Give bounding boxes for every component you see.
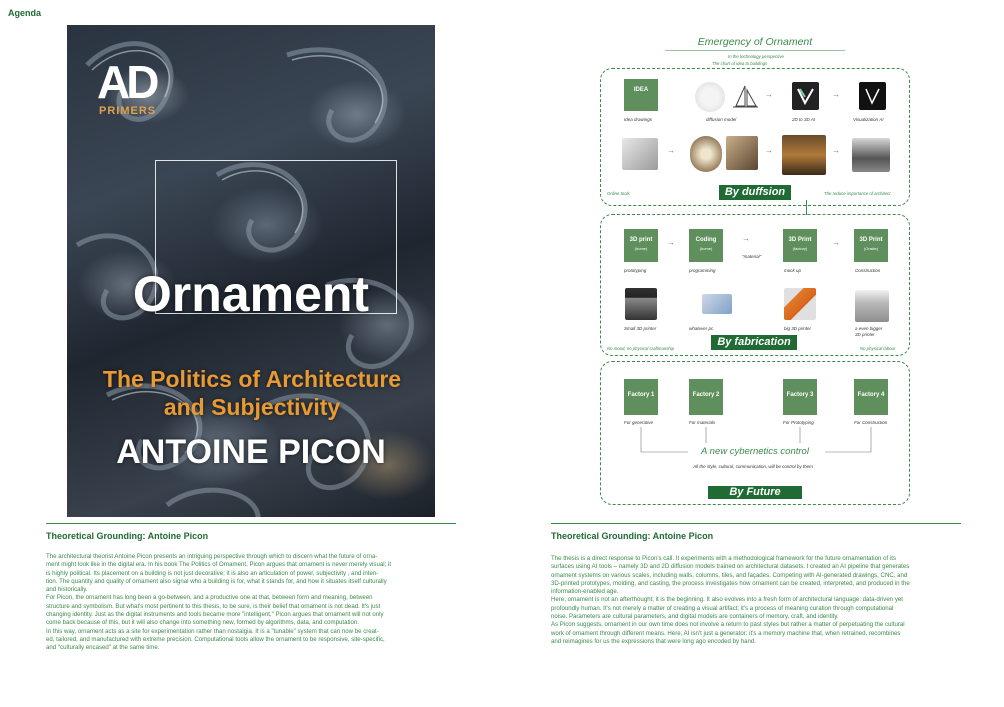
small-3d-printer-image (625, 288, 657, 320)
connector-line (806, 200, 807, 215)
box-title: 3D Print (859, 237, 883, 243)
box-title: 3D Print (788, 237, 812, 243)
paragraph-line: information-enabled age. (551, 588, 619, 596)
paragraph-line: ed, tailored, and manufactured with extreme precision. Computational tools allow the ornament to be responsive, site-specific, (46, 635, 385, 643)
caption-idea: Idea drawings (624, 117, 653, 122)
arrow-icon: → (765, 146, 773, 155)
factory-3-box (783, 379, 817, 415)
agenda-label: Agenda (8, 8, 42, 18)
cover-subtitle-line1: The Politics of Architecture (102, 366, 402, 392)
material-label: "material" (742, 254, 762, 259)
left-section-heading: Theoretical Grounding: Antoine Picon (46, 531, 209, 541)
caption-construction: Construction (855, 268, 881, 273)
paragraph-line: For Picon, the ornament has long been a go-between, and a productive one at that, between form and meaning, between (46, 594, 373, 602)
paragraph-line: and "culturally encased" at the same time. (46, 644, 160, 652)
visualization-logo-icon (859, 82, 886, 110)
paragraph-line: and historically. (46, 586, 88, 594)
box-title: Factory 4 (857, 392, 885, 398)
caption-prototyping-factory: For Prototyping (783, 420, 814, 425)
banner-by-fabrication: By fabrication (711, 335, 797, 350)
paragraph-line: work of ornament through different means. Here, AI isn't just a generator; it's a memory machine that, when retrained, recombines (551, 629, 901, 637)
paragraph-line: profoundly human. It's not merely a matter of creating a visual artifact; it's a process of meaning curation through computational (551, 604, 894, 612)
caption-bigger-printer-line2: 3D printer (855, 332, 875, 337)
caption-generative: For generative (624, 420, 654, 425)
large-3d-printer-image (855, 290, 889, 322)
laptop-image (702, 294, 732, 314)
diagram-subtitle-2: The chart of idea to buildings (712, 61, 768, 66)
caption-prototyping: prototyping (624, 268, 647, 273)
diagram-subtitle-1: In the technology perspective (728, 54, 784, 59)
cover-subtitle (87, 365, 417, 421)
caption-small-printer: Small 3D printer (624, 326, 657, 331)
right-section-heading: Theoretical Grounding: Antoine Picon (551, 531, 714, 541)
pavilion-model-image (622, 138, 658, 170)
caption-pc: whatever pc (689, 326, 714, 331)
paragraph-line: come back because of this, but it will also change into something new, formed by algorithms, data, and computation. (46, 619, 359, 627)
caption-construction-factory: For Construction (854, 420, 888, 425)
paragraph-line: changing identity. Just as the digital instruments and tools became more "intelligent," Picon argues that ornament will not only (46, 611, 384, 619)
diagram-title: Emergency of Ornament (697, 36, 813, 48)
arrow-icon: → (832, 146, 840, 155)
box-sub: (factory) (792, 246, 808, 251)
paragraph-line: 3D-printed prototypes, molding, and casting, the process investigates how ornament can be created, interpreted, and produced in the (551, 579, 910, 587)
cover-subtitle-line2: and Subjectivity (163, 394, 341, 420)
banner-by-future: By Future (708, 486, 802, 499)
paragraph-line: The thesis is a direct response to Picon's call. It experiments with a methodological framework for the future ornamentation of its (551, 555, 896, 562)
arrow-icon: → (832, 238, 840, 247)
ornament-render-image (726, 136, 758, 170)
paragraph-line: and reimagines for us the expressions that were long ago encoded by hand. (551, 637, 756, 645)
temple-visualization-image (852, 138, 890, 172)
arrow-icon: → (765, 90, 773, 99)
arrow-icon: → (667, 146, 675, 155)
cybernetics-control-sub: All the style, cultural, communication, will be control by them (693, 464, 813, 469)
3d-print-factory-box (783, 229, 817, 262)
arrow-icon: → (742, 234, 750, 243)
dome-render-image (690, 136, 722, 172)
paragraph-line: The architectural theorist Antoine Picon presents an intriguing perspective through which to discern what the future of orna- (46, 553, 378, 560)
caption-materials: For materials (689, 420, 716, 425)
left-divider (46, 523, 456, 524)
cover-author: ANTOINE PICON (116, 433, 386, 471)
banner-by-diffusion: By duffsion (719, 185, 791, 200)
caption-visualization: Visualization AI (853, 117, 884, 122)
paragraph-line: ornament systems on various scales, including walls, columns, tiles, and façades. Competing with AI-generated drawings, CNC, and (551, 571, 908, 579)
cover-title: Ornament (132, 266, 370, 322)
paragraph-line: tion. The quantity and quality of ornament also signal who a building is for, what it stands for, and how it situates itself culturally (46, 577, 387, 585)
box-title: Factory 2 (692, 392, 720, 398)
box-title: Factory 1 (627, 392, 655, 398)
left-section-body (46, 553, 466, 653)
paragraph-line: In this way, ornament acts as a site for experimentation rather than nostalgia. It is a "tunable" system that can now be creat- (46, 627, 379, 635)
caption-programming: programming (689, 268, 716, 273)
primers-logo: PRIMERS (99, 105, 157, 117)
diagram-title-rule (665, 50, 845, 51)
box-sub: (home) (699, 246, 713, 251)
sail-logo-icon (730, 84, 760, 110)
coding-home-box (689, 229, 723, 262)
box-sub: (home) (634, 246, 648, 251)
box-title: 3D print (629, 237, 653, 243)
caption-2d-to-3d: 2D to 3D AI (792, 117, 816, 122)
factory-1-box (624, 379, 658, 415)
cybernetics-control-label: A new cybernetics control (701, 446, 809, 457)
idea-box (624, 79, 658, 111)
box-sub: (Onsite) (863, 246, 879, 251)
arrow-icon: → (832, 90, 840, 99)
right-section-body (551, 555, 971, 646)
paragraph-line: Here, ornament is not an afterthought; it is the beginning. It also evolves into a fresh form of architectural language: data-driven yet (551, 596, 903, 604)
idea-box-label: IDEA (633, 87, 649, 93)
factory-2-box (689, 379, 723, 415)
3d-print-home-box (624, 229, 658, 262)
caption-bigger-printer: a even bigger (855, 326, 883, 331)
paragraph-line: ment might look like in the digital era. In his book The Politics of Ornament, Picon argues that ornament is never merely visual; it (46, 561, 392, 569)
v-logo-icon (792, 82, 819, 110)
diffusion-logo-icon (695, 82, 725, 112)
caption-big-printer: big 3D printer (784, 326, 812, 331)
box-title: Coding (695, 237, 717, 243)
panel1-left-note: Online tools (607, 191, 630, 196)
3d-print-onsite-box (854, 229, 888, 262)
control-connectors (600, 425, 908, 465)
paragraph-line: is highly political. Its placement on a building is not just decorative; it is also an articulation of power, subjectivity , and inten- (46, 569, 379, 577)
paragraph-line: structure and symbolism. But what's most pertinent to this thesis, to be sure, is their belief that ornament is not dead. It's just (46, 602, 381, 610)
ad-logo: AD (97, 56, 156, 108)
panel2-right-note: No physical labour (860, 346, 896, 351)
robot-arm-image (784, 288, 816, 320)
arrow-icon: → (667, 238, 675, 247)
right-divider (551, 523, 961, 524)
panel2-left-note: No mood, no physical craftmanship (607, 346, 675, 351)
paragraph-line: noise. Parameters are cultural parameters, and digital models are containers of memory, craft, and identity. (551, 613, 839, 621)
temple-render-image (782, 135, 826, 175)
factory-4-box (854, 379, 888, 415)
caption-diffusion: diffusion model (706, 117, 737, 122)
panel1-right-note: The reduce importance of architect (824, 191, 891, 196)
paragraph-line: surfaces using AI tools – namely 3D and 2D diffusion models trained on architectural datasets. I created an AI pipeline that generates (551, 563, 910, 571)
book-cover-image (67, 25, 435, 517)
box-title: Factory 3 (786, 392, 814, 398)
paragraph-line: As Picon suggests, ornament in our own time does not involve a return to past styles but rather a matter of perpetuating the cultural (551, 621, 905, 629)
caption-mock-up: mock up (784, 268, 802, 273)
